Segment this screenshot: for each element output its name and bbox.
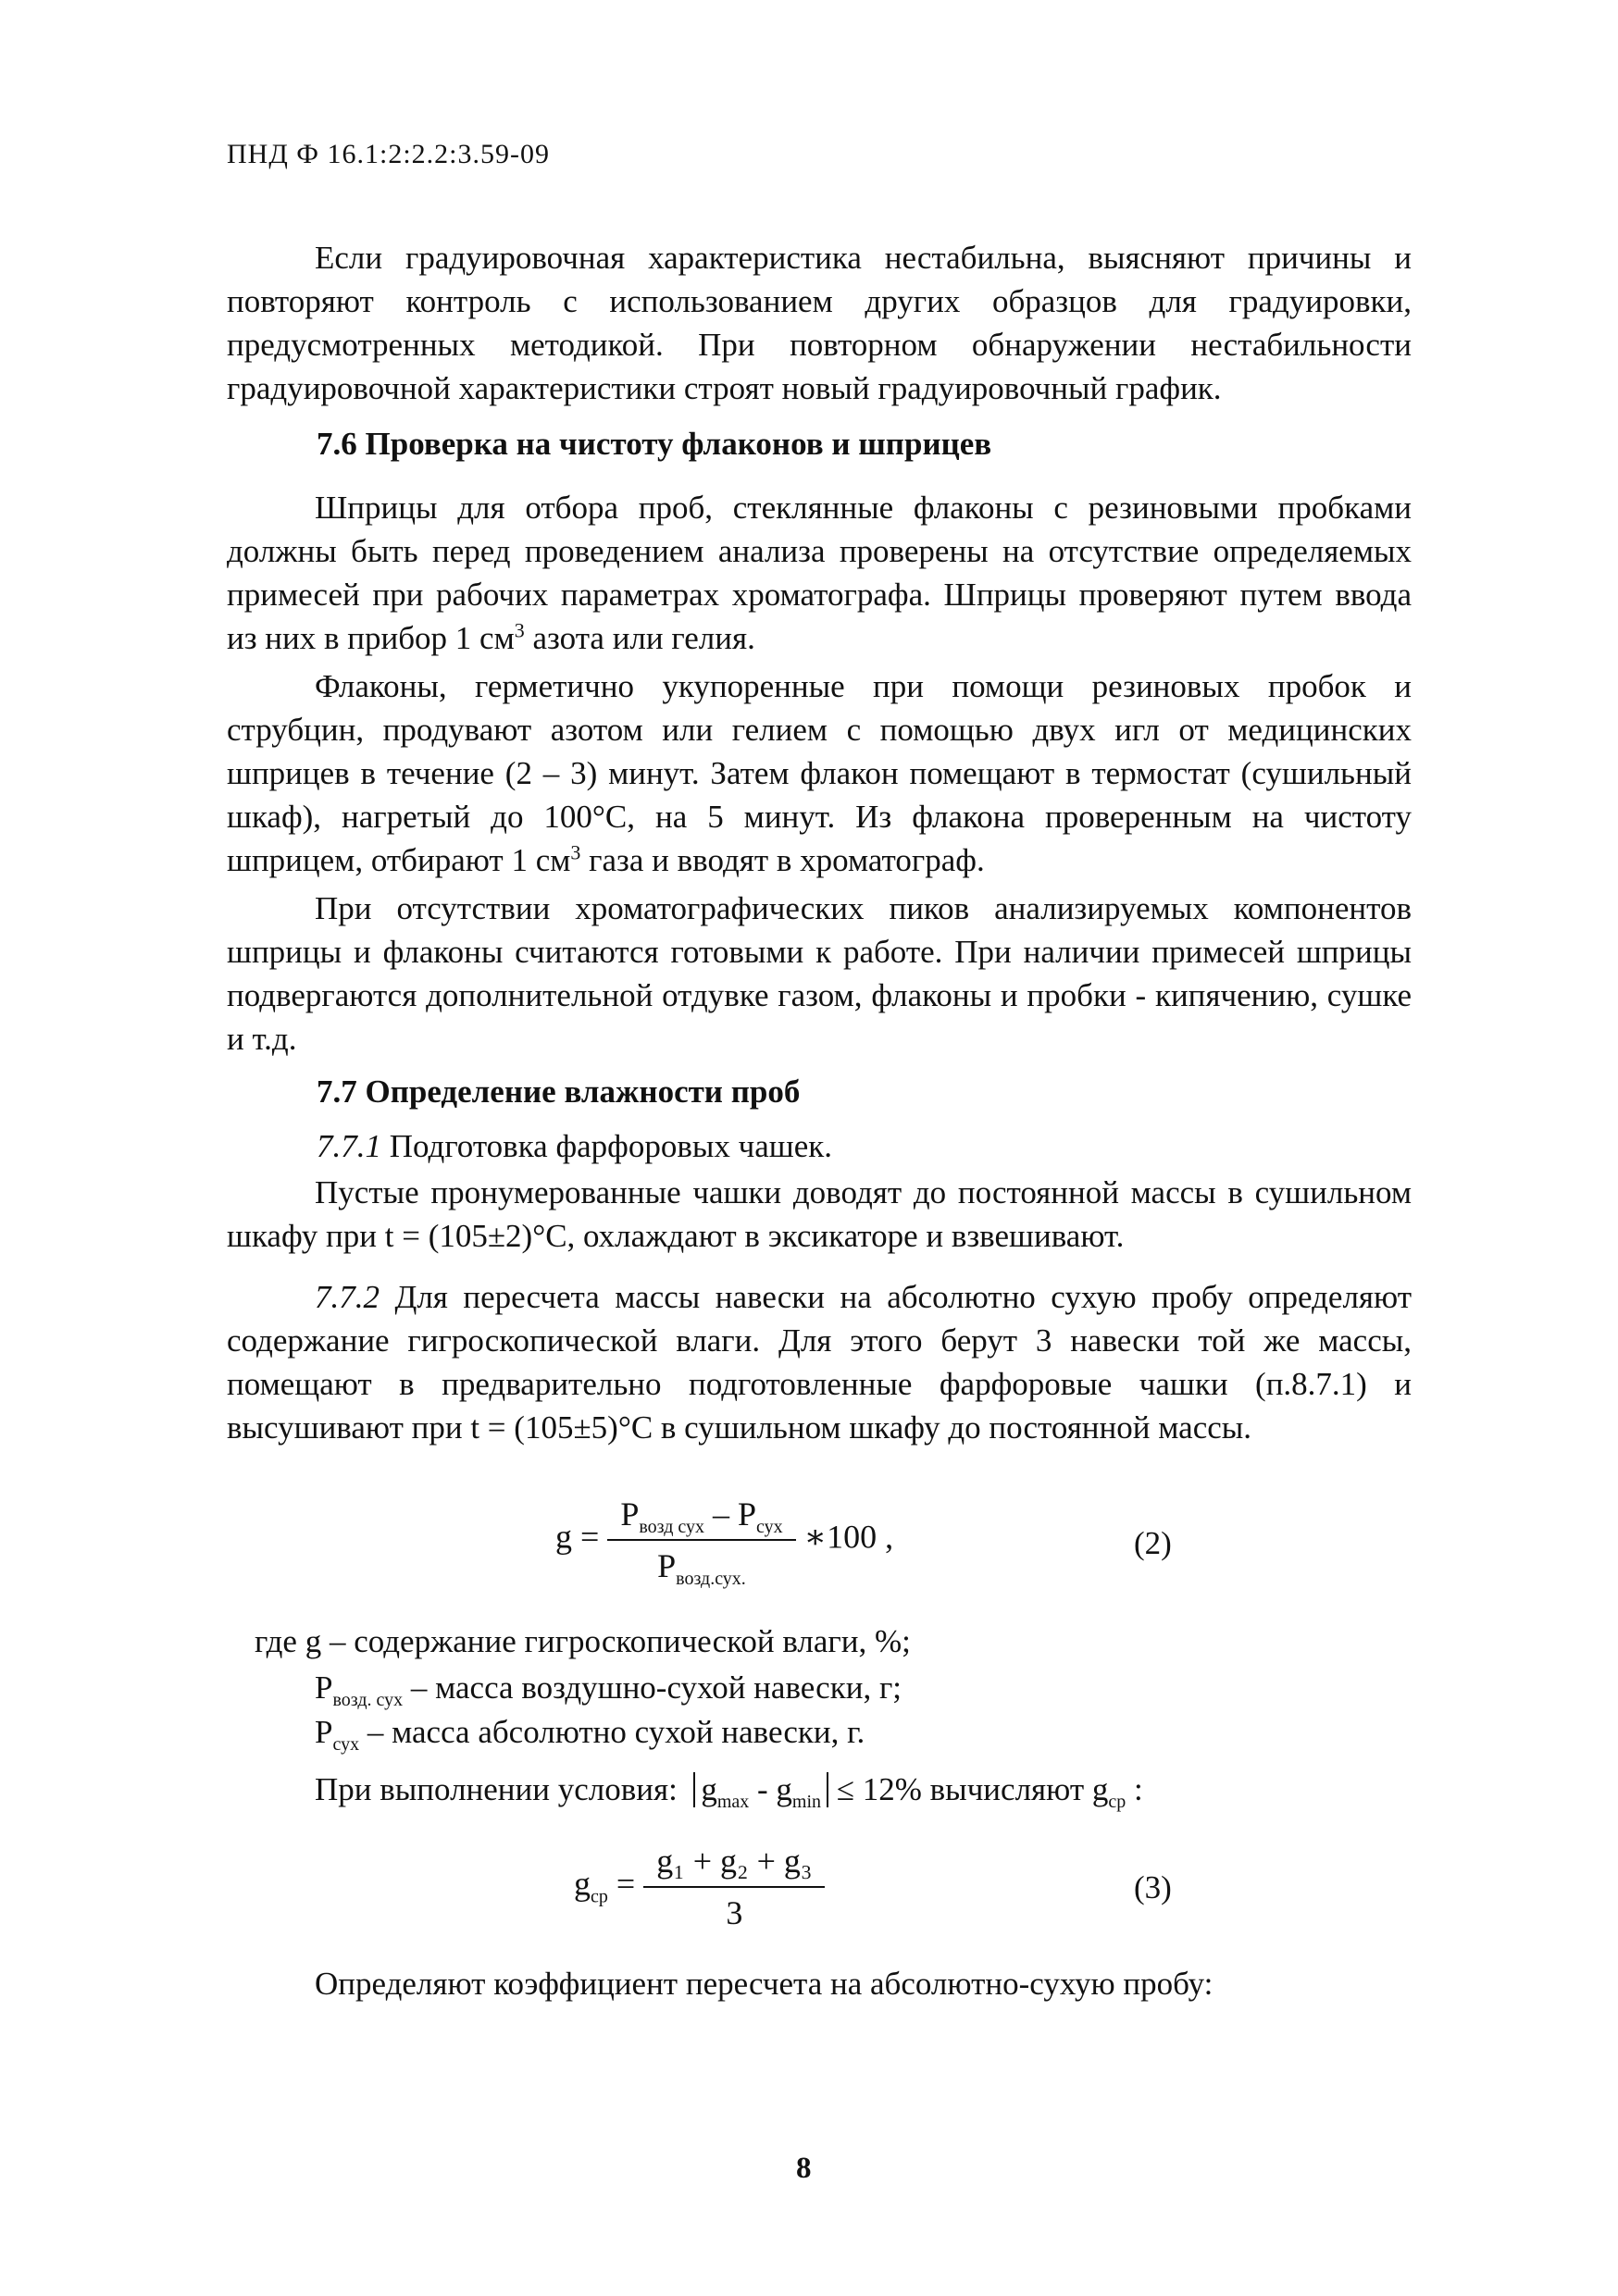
formula-denominator-average: 3	[726, 1894, 743, 1931]
paragraph-hygroscopic-moisture: 7.7.2 Для пересчета массы навески на абсолютно сухую пробу определяют содержание гигроскопической влаги. Для этого берут 3 навески той же массы, помещают в предварительно подготовленные фарфоровые чашки (п.8.7.1) и высушивают при t = (105±5)°С в сушильном шкафу до постоянной массы.	[227, 1279, 1412, 1446]
definition-p-dry: $Р_{сух}$ – масса абсолютно сухой навески, г.	[315, 1714, 865, 1755]
paragraph-dishes-preparation: Пустые пронумерованные чашки доводят до постоянной массы в сушильном шкафу при t = (105±2)°С, охлаждают в эксикаторе и взвешивают.	[227, 1174, 1412, 1254]
formula-fraction	[607, 1495, 795, 1590]
absolute-value-expression: $g_{max} - g_{min}$	[693, 1772, 828, 1807]
definition-g: где g – содержание гигроскопической влаги, %;	[255, 1623, 911, 1659]
definition-p-air-dry: $Р_{возд. сух}$ – масса воздушно-сухой навески, г;	[315, 1669, 902, 1710]
formula-moisture-content: g = $\frac{P_{возд сух} - P_{сух}}{P_{возд.сух.}}$ ∗100 ,	[555, 1496, 894, 1590]
subsection-7-7-1: 7.7.1 Подготовка фарфоровых чашек.	[317, 1128, 833, 1164]
paragraph-conversion-coefficient: Определяют коэффициент пересчета на абсолютно-сухую пробу:	[315, 1966, 1214, 2002]
paragraph-syringe-check: Шприцы для отбора проб, стеклянные флаконы с резиновыми пробками должны быть перед проведением анализа проверены на отсутствие определяемых примесей при рабочих параметрах хроматографа. Шприцы проверяют путем ввода из них в прибор 1 $см^3$ азота или гелия.	[227, 490, 1412, 656]
section-heading-7-6: 7.6 Проверка на чистоту флаконов и шприцев	[317, 426, 992, 462]
formula-fraction-average	[643, 1842, 825, 1932]
formula-denominator: $P_{возд.сух.}$	[657, 1547, 746, 1590]
condition-line: При выполнении условия: $g_{max} - g_{min} \le 12\%$ вычисляют $g_{ср}$ :	[315, 1771, 1143, 1812]
equation-number-2: (2)	[1134, 1525, 1172, 1561]
section-heading-7-7: 7.7 Определение влажности проб	[317, 1074, 801, 1110]
equation-number-3: (3)	[1134, 1869, 1172, 1905]
page-number: 8	[796, 2152, 812, 2185]
paragraph-vial-purge: Флаконы, герметично укупоренные при помощи резиновых пробок и струбцин, продувают азотом или гелием с помощью двух игл от медицинских шприцев в течение (2 – 3) минут. Затем флакон помещают в термостат (сушильный шкаф), нагретый до 100°С, на 5 минут. Из флакона проверенным на чистоту шприцем, отбирают 1 $см^3$ газа и вводят в хроматограф.	[227, 668, 1412, 878]
document-code-header: ПНД Ф 16.1:2:2.2:3.59-09	[227, 139, 550, 169]
formula-numerator-average: g₁ + g₂ + g₃	[643, 1842, 825, 1888]
formula-numerator: $P_{возд сух} - P_{сух}$	[607, 1495, 795, 1541]
paragraph-ready-for-work: При отсутствии хроматографических пиков анализируемых компонентов шприцы и флаконы считаются готовыми к работе. При наличии примесей шприцы подвергаются дополнительной отдувке газом, флаконы и пробки - кипячению, сушке и т.д.	[227, 890, 1412, 1057]
formula-average-moisture: $g_{ср}$ = $\frac{\text{g₁ + g₂ + g₃}}{3}$	[574, 1842, 825, 1932]
paragraph-calibration-instability: Если градуировочная характеристика нестабильна, выясняют причины и повторяют контроль с использованием других образцов для градуировки, предусмотренных методикой. При повторном обнаружении нестабильности градуировочной характеристики строят новый градуировочный график.	[227, 240, 1412, 406]
